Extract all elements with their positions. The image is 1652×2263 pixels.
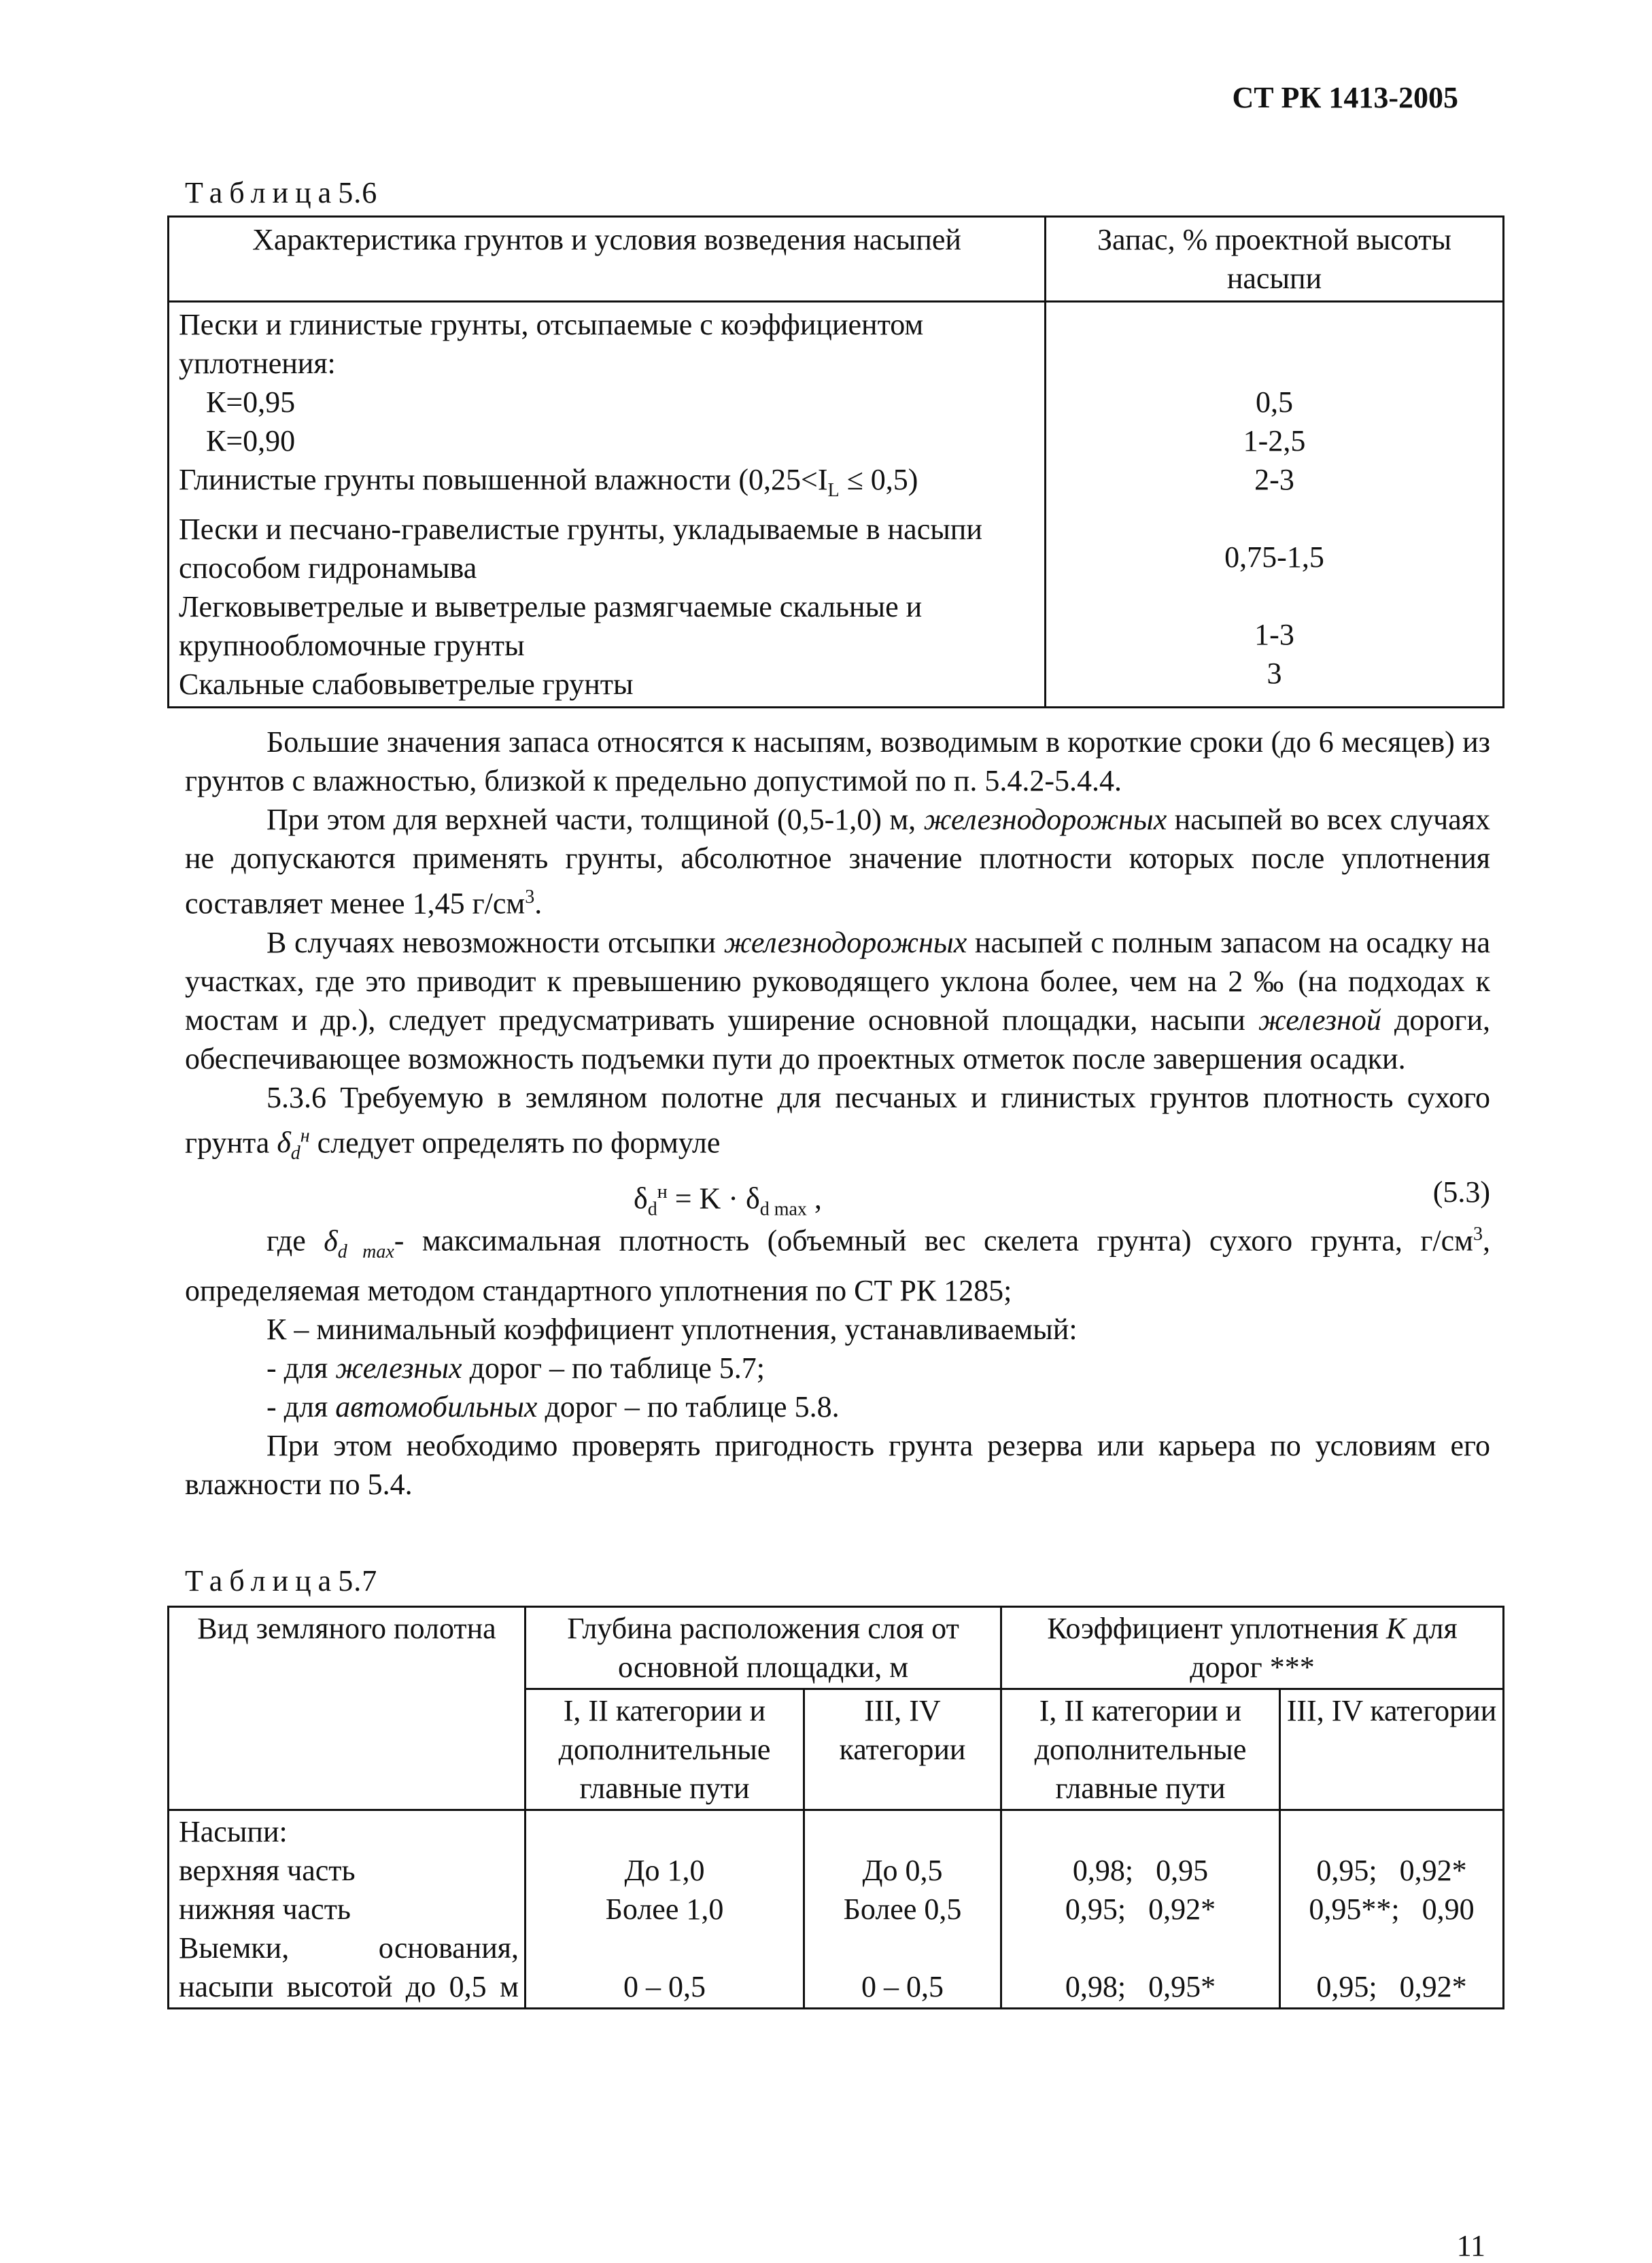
table-5-6-values: 0,5 1-2,5 2-3 0,75-1,5 1-3 3 — [1046, 302, 1504, 708]
paragraph: К – минимальный коэффициент уплотнения, устанавливаемый: — [266, 1312, 1078, 1346]
table-5-7-row-labels: Насыпи: верхняя часть нижняя часть Выемки, основания, насыпи высотой до 0,5 м — [169, 1810, 526, 2009]
paragraph: - для автомобильных дорог – по таблице 5.8. — [266, 1389, 840, 1423]
table-5-7-cell: До 0,5 Более 0,5 0 – 0,5 — [804, 1810, 1001, 2009]
table-5-6-header-characteristic: Характеристика грунтов и условия возведения насыпей — [169, 217, 1046, 302]
table-5-7-subheader: I, II категории и дополнительные главные пути — [526, 1689, 804, 1810]
paragraph: В случаях невозможности отсыпки железнодорожных насыпей с полным запасом на осадку на участках, где это приводит к превышению руководящего уклона более, чем на 2 ‰ (на подходах к мостам и др.), следует предусматривать уширение основной площадки, насыпи железной дороги, обеспечивающее возможность подъемки пути до проектных отметок после завершения осадки. — [185, 925, 1491, 1075]
table-5-7-caption: Таблица5.7 — [185, 1564, 378, 1597]
paragraph: 5.3.6 Требуемую в земляном полотне для песчаных и глинистых грунтов плотность сухого грунта $\delta_d^н$ следует определять по формуле — [185, 1080, 1490, 1164]
page-number: 11 — [1456, 2229, 1485, 2262]
table-5-7-subheader: I, II категории и дополнительные главные пути — [1001, 1689, 1280, 1810]
table-5-6-characteristics: Пески и глинистые грунты, отсыпаемые с коэффициентом уплотнения: К=0,95 К=0,90 Глинистые грунты повышенной влажности $(0,25<I_L \le 0,5)$ Пески и песчано-гравелистые грунты, укладываемые в насыпи способом гидронамыва Легковыветрелые и выветрелые размягчаемые скальные и крупнообломочные грунты Скальные слабовыветрелые грунты — [169, 302, 1046, 708]
formula-number: (5.3) — [1432, 1175, 1490, 1209]
paragraph: При этом для верхней части, толщиной (0,5-1,0) м, железнодорожных насыпей во всех случаях не допускаются применять грунты, абсолютное значение плотности которых после уплотнения составляет менее 1,45 $г/см^3$. — [185, 803, 1491, 920]
document-code: СТ РК 1413-2005 — [1232, 81, 1458, 114]
paragraph: - для железных дорог – по таблице 5.7; — [266, 1351, 765, 1385]
paragraph: где $\delta_{d max}-$ максимальная плотность (объемный вес скелета грунта) сухого грунта, $г/см^3$, определяемая методом стандартного уплотнения по СТ РК 1285; — [185, 1224, 1491, 1307]
table-5-7-header-k: Коэффициент уплотнения К для дорог *** — [1001, 1607, 1504, 1689]
table-5-7-subheader: III, IV категории — [1280, 1689, 1504, 1810]
body-text — [185, 723, 1490, 1504]
table-5-7-header-depth: Глубина расположения слоя от основной площадки, м — [526, 1607, 1001, 1689]
table-5-6-header-reserve: Запас, % проектной высоты насыпи — [1046, 217, 1504, 302]
table-5-7-header-type: Вид земляного полотна — [169, 1607, 526, 1810]
table-5-7-cell: 0,95; 0,92* 0,95**; 0,90 0,95; 0,92* — [1280, 1810, 1504, 2009]
table-5-6-caption: Таблица5.6 — [185, 176, 378, 209]
formula-5-3: $\delta_d^н = K \cdot \delta_{d max}$ , (5.3) — [185, 1173, 1490, 1215]
paragraph: Большие значения запаса относятся к насыпям, возводимым в короткие сроки (до 6 месяцев) из грунтов с влажностью, близкой к предельно допустимой по п. 5.4.2-5.4.4. — [185, 725, 1490, 797]
table-5-6 — [167, 215, 1504, 708]
table-5-7-subheader: III, IV категории — [804, 1689, 1001, 1810]
table-5-7-cell: До 1,0 Более 1,0 0 – 0,5 — [526, 1810, 804, 2009]
table-5-7-cell: 0,98; 0,95 0,95; 0,92* 0,98; 0,95* — [1001, 1810, 1280, 2009]
paragraph: При этом необходимо проверять пригодность грунта резерва или карьера по условиям его влажности по 5.4. — [185, 1428, 1490, 1501]
table-5-7 — [167, 1606, 1504, 2009]
